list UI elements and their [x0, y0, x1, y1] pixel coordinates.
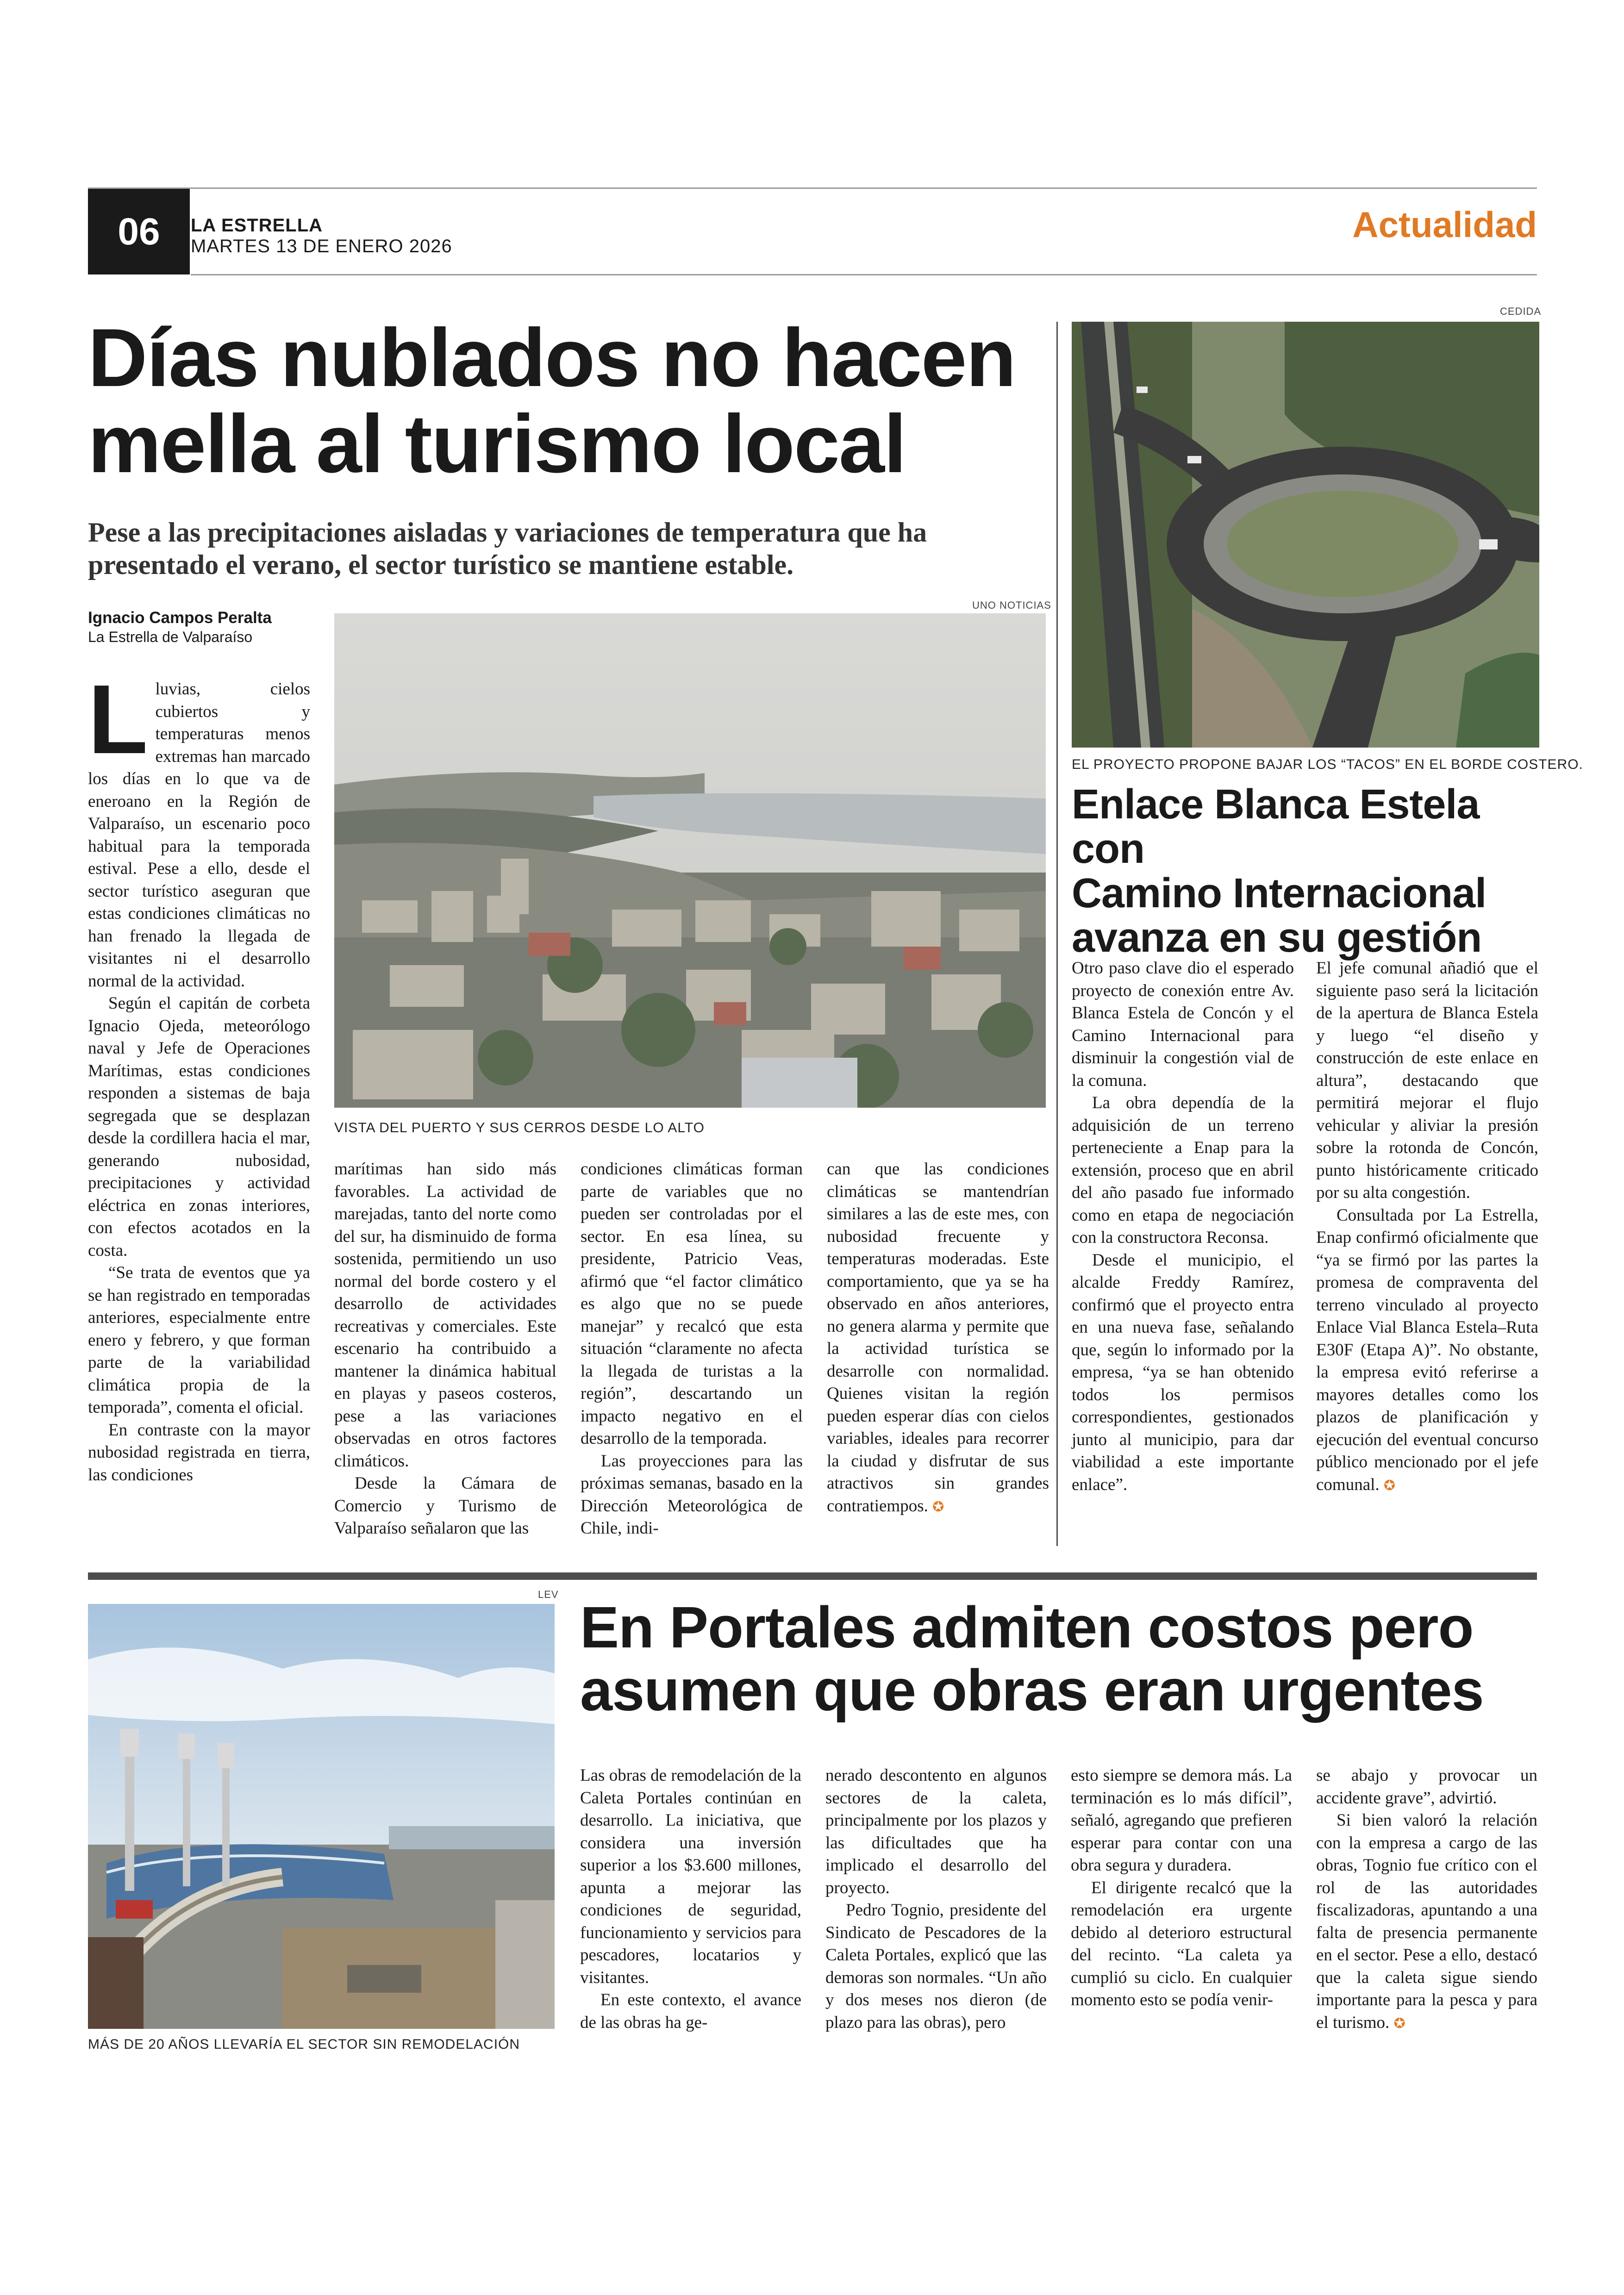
end-mark-icon: ✪ [1383, 1478, 1396, 1493]
paragraph: Pedro Tognio, presidente del Sindicato de Pescadores de la Caleta Portales, explicó que las demoras son normales. “Un año y dos meses nos dieron (de plazo para las obras), pero [825, 1901, 1047, 2032]
paragraph: La obra dependía de la adquisición de un terreno perteneciente a Enap para la extensión, proceso que en abril del año pasado fue informado como en etapa de negociación con la constructora Reconsa. [1072, 1093, 1294, 1247]
paragraph: Consultada por La Estrella, Enap confirmó oficialmente que “ya se firmó por las partes la promesa de compraventa del terreno vinculado al proyecto Enlace Vial Blanca Estela–Ruta E30F (Etapa A)”. No obstante, la empresa evitó referirse a mayores detalles como los plazos de planificación y ejecución del eventual concurso público mencionado por el jefe comunal. [1316, 1205, 1538, 1494]
main-headline-line-2: mella al turismo local [88, 398, 906, 490]
paragraph: El dirigente recalcó que la remodelación era urgente debido al deterioro estructural del recinto. “La caleta ya cumplió su ciclo. En cualquier momento esto se podía venir- [1071, 1878, 1292, 2009]
side-headline-line-3: avanza en su gestión [1072, 915, 1482, 961]
side-article-col-2 [1316, 957, 1538, 1497]
bottom-headline-line-2: asumen que obras eran urgentes [580, 1658, 1484, 1723]
paragraph: luvias, cielos cubiertos y temperaturas menos extremas han marcado los días en lo que va de eneroano en la Región de Valparaíso, un escenario poco habitual para la temporada estival. Pese a ello, desde el sector turístico aseguran que estas condiciones climáticas no han frenado la llegada de visitantes ni el desarrollo normal de la actividad. [88, 680, 310, 991]
main-photo-valparaiso-port [334, 613, 1046, 1108]
paragraph: Desde el municipio, el alcalde Freddy Ramírez, confirmó que el proyecto entra en una nueva fase, señalando que, según lo informado por la empresa, “ya se han obtenido todos los permisos correspondientes, gestionados junto al municipio, para dar viabilidad a este importante enlace”. [1072, 1250, 1294, 1494]
main-deck: Pese a las precipitaciones aisladas y variaciones de temperatura que ha presentado el verano, el sector turístico se mantiene estable. [88, 517, 927, 580]
end-mark-icon: ✪ [1393, 2015, 1405, 2031]
side-headline-line-1: Enlace Blanca Estela con [1072, 781, 1480, 872]
bottom-headline-line-1: En Portales admiten costos pero [580, 1595, 1474, 1660]
paragraph: can que las condiciones climáticas se mantendrían similares a las de este mes, con nubosidad frecuente y temperaturas moderadas. Este comportamiento, que ya se ha observado en años anteriores, no genera alarma y permite que la actividad turística se desarrolle con normalidad. Quienes visitan la región pueden esperar días con cielos variables, ideales para recorrer la ciudad y disfrutar de sus atractivos sin grandes contratiempos. [827, 1160, 1049, 1515]
bottom-article-col-2 [825, 1765, 1047, 2034]
bottom-photo-credit: LEV [538, 1589, 559, 1600]
main-photo-credit: UNO NOTICIAS [972, 599, 1051, 611]
paragraph: esto siempre se demora más. La terminación es lo más difícil”, señaló, agregando que prefieren esperar para contar con una obra segura y duradera. [1071, 1766, 1292, 1875]
section-label: Actualidad [1352, 204, 1537, 245]
header-top-rule [88, 187, 1537, 189]
main-article-col-2 [334, 1158, 556, 1540]
paragraph: nerado descontento en algunos sectores de la caleta, principalmente por los plazos y las dificultades que ha implicado el desarrollo del proyecto. [825, 1766, 1047, 1897]
bottom-photo-caleta-portales [88, 1604, 555, 2029]
paragraph: “Se trata de eventos que ya se han registrado en temporadas anteriores, especialmente entre enero y febrero, y que forman parte de la variabilidad climática propia de la temporada”, comenta el oficial. [88, 1263, 310, 1417]
column-divider [1056, 322, 1058, 1546]
paragraph: Las proyecciones para las próximas semanas, basado en la Dirección Meteorológica de Chile, indi- [581, 1451, 803, 1538]
paragraph: En contraste con la mayor nubosidad registrada en tierra, las condiciones [88, 1420, 310, 1484]
main-photo-caption: VISTA DEL PUERTO Y SUS CERROS DESDE LO ALTO [334, 1120, 705, 1135]
bottom-headline [580, 1596, 1543, 1722]
main-headline-line-1: Días nublados no hacen [88, 312, 1016, 404]
paragraph: Otro paso clave dio el esperado proyecto de conexión entre Av. Blanca Estela de Concón y el Camino Internacional para disminuir la congestión vial de la comuna. [1072, 959, 1294, 1090]
paragraph: condiciones climáticas forman parte de variables que no pueden ser controladas por el sector. En esa línea, su presidente, Patricio Veas, afirmó que “el factor climático es algo que no se puede manejar” y recalcó que esta situación “claramente no afecta la llegada de turistas a la región”, descartando un impacto negativo en el desarrollo de la temporada. [581, 1160, 803, 1448]
bottom-photo-caption: MÁS DE 20 AÑOS LLEVARÍA EL SECTOR SIN REMODELACIÓN [88, 2037, 520, 2052]
author-name: Ignacio Campos Peralta [88, 609, 272, 627]
side-article-col-1 [1072, 957, 1294, 1496]
paragraph: Las obras de remodelación de la Caleta Portales continúan en desarrollo. La iniciativa, que considera una inversión superior a los $3.600 millones, apunta a mejorar las condiciones de seguridad, funcionamiento y servicios para pescadores, locatarios y visitantes. [580, 1766, 801, 1987]
bottom-article-col-4 [1316, 1765, 1537, 2035]
author-outlet: La Estrella de Valparaíso [88, 629, 253, 645]
issue-date: MARTES 13 DE ENERO 2026 [191, 236, 452, 256]
bottom-article-col-3 [1071, 1765, 1292, 2012]
paragraph: se abajo y provocar un accidente grave”, advirtió. [1316, 1766, 1537, 1808]
side-photo-roundabout [1072, 322, 1539, 748]
main-headline [88, 312, 1037, 490]
side-headline [1072, 782, 1539, 960]
bottom-article-col-1 [580, 1765, 801, 2034]
main-article-col-4 [827, 1158, 1049, 1518]
header-bottom-rule [191, 274, 1537, 275]
publication-name: LA ESTRELLA [191, 215, 323, 236]
paragraph: Si bien valoró la relación con la empresa a cargo de las obras, Tognio fue crítico con el rol de las autoridades fiscalizadoras, apuntando a una falta de presencia permanente en el sector. Pese a ello, destacó que la caleta sigue siendo importante para la pesca y para el turismo. [1316, 1811, 1537, 2032]
main-article-col-3 [581, 1158, 803, 1540]
end-mark-icon: ✪ [932, 1499, 944, 1515]
paragraph: En este contexto, el avance de las obras ha ge- [580, 1990, 801, 2032]
drop-cap: L [88, 664, 148, 774]
paragraph: El jefe comunal añadió que el siguiente paso será la licitación de la apertura de Blanca Estela y luego “el diseño y construcción de este enlace en altura”, destacando que permitirá mejorar el flujo vehicular y aliviar la presión sobre la rotonda de Concón, punto históricamente criticado por su alta congestión. [1316, 959, 1538, 1202]
page-number: 06 [88, 189, 190, 274]
side-headline-line-2: Camino Internacional [1072, 870, 1487, 917]
roundabout-aerial-illustration [1072, 322, 1539, 748]
main-article-col-1 [88, 664, 310, 1486]
side-photo-credit: CEDIDA [1500, 306, 1542, 317]
paragraph: Según el capitán de corbeta Ignacio Ojeda, meteorólogo naval y Jefe de Operaciones Marítimas, estas condiciones responden a sistemas de baja segregada que se desplazan desde la cordillera hacia el mar, generando nubosidad, precipitaciones y actividad eléctrica en zonas interiores, con efectos acotados en la costa. [88, 994, 310, 1260]
side-photo-caption: EL PROYECTO PROPONE BAJAR LOS “TACOS” EN EL BORDE COSTERO. [1072, 757, 1583, 772]
paragraph: Desde la Cámara de Comercio y Turismo de Valparaíso señalaron que las [334, 1474, 556, 1538]
caleta-illustration [88, 1604, 555, 2029]
paragraph: marítimas han sido más favorables. La actividad de marejadas, tanto del norte como del sur, ha disminuido de forma sostenida, permitiendo un uso normal del borde costero y el desarrollo de actividades recreativas y comerciales. Este escenario ha contribuido a mantener la dinámica habitual en playas y paseos costeros, pese a las variaciones observadas en otros factores climáticos. [334, 1160, 556, 1471]
section-divider [88, 1572, 1537, 1580]
city-view-illustration [334, 613, 1046, 1108]
